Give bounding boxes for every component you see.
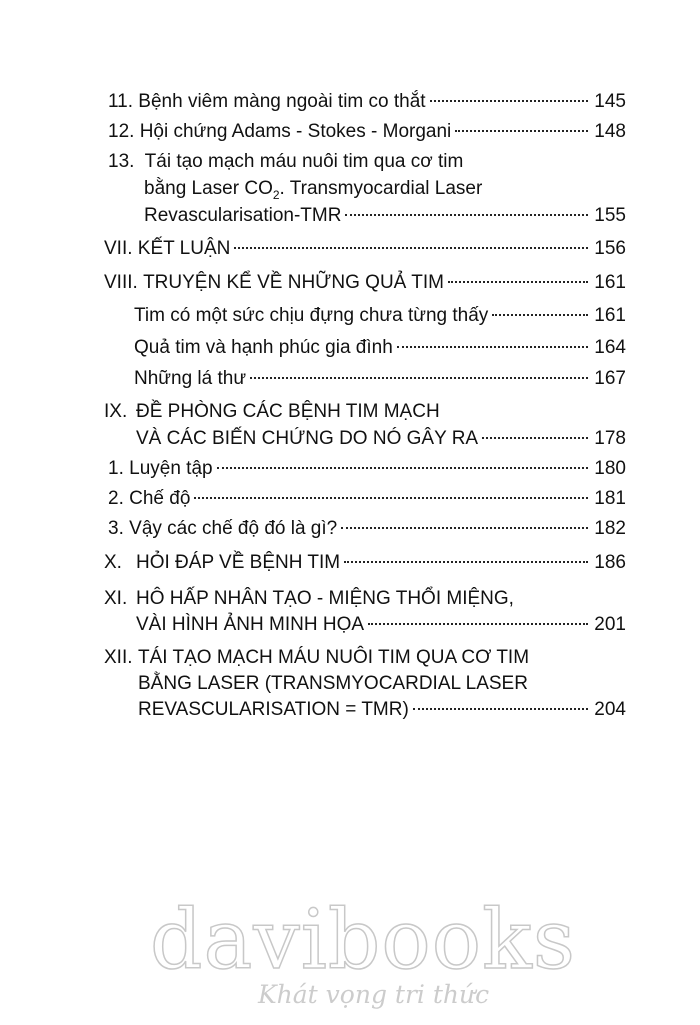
dot-leader: [341, 527, 588, 529]
entry-page: 164: [594, 337, 626, 358]
entry-number: IX.: [104, 401, 128, 422]
entry-page: 161: [594, 305, 626, 326]
dot-leader: [250, 377, 588, 379]
toc-entry-ix-line2: [136, 426, 626, 452]
dot-leader: [430, 100, 589, 102]
subscript: 2: [272, 187, 280, 202]
entry-title: Tim có một sức chịu đựng chưa từng thấy: [134, 305, 489, 326]
entry-number: 13.: [108, 151, 135, 172]
entry-number: 2.: [108, 488, 124, 509]
entry-title-cont: . Transmyocardial Laser: [279, 178, 483, 199]
entry-page: 155: [594, 205, 626, 226]
entry-title: HỎI ĐÁP VỀ BỆNH TIM: [136, 552, 341, 573]
toc-entry-viii: [104, 270, 626, 296]
toc-entry-11: [108, 89, 626, 115]
entry-number: VIII.: [104, 272, 138, 293]
entry-number: X.: [104, 552, 122, 573]
dot-leader: [482, 437, 588, 439]
entry-page: 204: [594, 699, 626, 720]
dot-leader: [413, 708, 589, 710]
entry-page: 180: [594, 458, 626, 479]
entry-title: Luyện tập: [129, 458, 213, 479]
entry-title: HÔ HẤP NHÂN TẠO - MIỆNG THỔI MIỆNG,: [136, 588, 514, 609]
dot-leader: [217, 467, 589, 469]
toc-entry-xii-line2: [138, 671, 528, 697]
entry-title-cont: Revascularisation-TMR: [144, 205, 342, 226]
entry-page: 186: [594, 552, 626, 573]
toc-entry-vii: [104, 236, 626, 262]
entry-page: 201: [594, 614, 626, 635]
entry-number: 3.: [108, 518, 124, 539]
entry-title-cont: bằng Laser CO: [144, 178, 273, 199]
dot-leader: [368, 623, 588, 625]
dot-leader: [234, 247, 588, 249]
watermark-tagline: Khát vọng tri thức: [258, 980, 490, 1009]
entry-page: 156: [594, 238, 626, 259]
toc-entry-xi-line2: [136, 612, 626, 638]
entry-title: Những lá thư: [134, 368, 247, 389]
toc-entry-xii-line3: [138, 697, 626, 723]
dot-leader: [448, 281, 588, 283]
toc-entry-13-line1: [108, 149, 463, 175]
entry-page: 167: [594, 368, 626, 389]
entry-page: 145: [594, 91, 626, 112]
dot-leader: [492, 314, 588, 316]
watermark-brand: davibooks: [150, 893, 576, 988]
entry-title-cont: VÀI HÌNH ẢNH MINH HỌA: [136, 614, 365, 635]
toc-entry-ix-line1: [104, 399, 440, 425]
entry-title: Tái tạo mạch máu nuôi tim qua cơ tim: [144, 151, 464, 172]
entry-title: Hội chứng Adams - Stokes - Morgani: [139, 121, 452, 142]
entry-title-cont: BẰNG LASER (TRANSMYOCARDIAL LASER: [138, 673, 528, 694]
entry-page: 182: [594, 518, 626, 539]
entry-number: 11.: [108, 91, 134, 112]
entry-title: Bệnh viêm màng ngoài tim co thắt: [138, 91, 426, 112]
entry-number: VII.: [104, 238, 133, 259]
entry-page: 181: [594, 488, 626, 509]
toc-entry-viii-b: [134, 335, 626, 361]
entry-number: XI.: [104, 588, 128, 609]
toc-entry-viii-c: [134, 366, 626, 392]
entry-page: 161: [594, 272, 626, 293]
entry-page: 178: [594, 428, 626, 449]
dot-leader: [397, 346, 589, 348]
watermark: [150, 893, 576, 1020]
toc-entry-xii-line1: [104, 645, 529, 671]
dot-leader: [344, 561, 588, 563]
toc-entry-x: [104, 550, 626, 576]
toc-entry-viii-a: [134, 303, 626, 329]
entry-title: ĐỀ PHÒNG CÁC BỆNH TIM MẠCH: [136, 401, 440, 422]
entry-title: Chế độ: [129, 488, 191, 509]
entry-title-cont: REVASCULARISATION = TMR): [138, 699, 409, 720]
entry-number: 1.: [108, 458, 124, 479]
toc-entry-13-line3: [144, 203, 626, 229]
entry-page: 148: [594, 121, 626, 142]
entry-title: Quả tim và hạnh phúc gia đình: [134, 337, 393, 358]
entry-title: KẾT LUẬN: [137, 238, 231, 259]
toc-entry-12: [108, 119, 626, 145]
dot-leader: [345, 214, 588, 216]
entry-title: TRUYỆN KỂ VỀ NHỮNG QUẢ TIM: [143, 272, 444, 293]
dot-leader: [455, 130, 588, 132]
entry-number: XII.: [104, 647, 133, 668]
dot-leader: [194, 497, 588, 499]
toc-entry-ix-3: [108, 516, 626, 542]
entry-title: Vậy các chế độ đó là gì?: [129, 518, 338, 539]
toc-entry-ix-2: [108, 486, 626, 512]
entry-title-cont: VÀ CÁC BIẾN CHỨNG DO NÓ GÂY RA: [136, 428, 479, 449]
toc-entry-xi-line1: [104, 586, 514, 612]
entry-number: 12.: [108, 121, 135, 142]
toc-entry-ix-1: [108, 456, 626, 482]
entry-title: TÁI TẠO MẠCH MÁU NUÔI TIM QUA CƠ TIM: [138, 647, 530, 668]
